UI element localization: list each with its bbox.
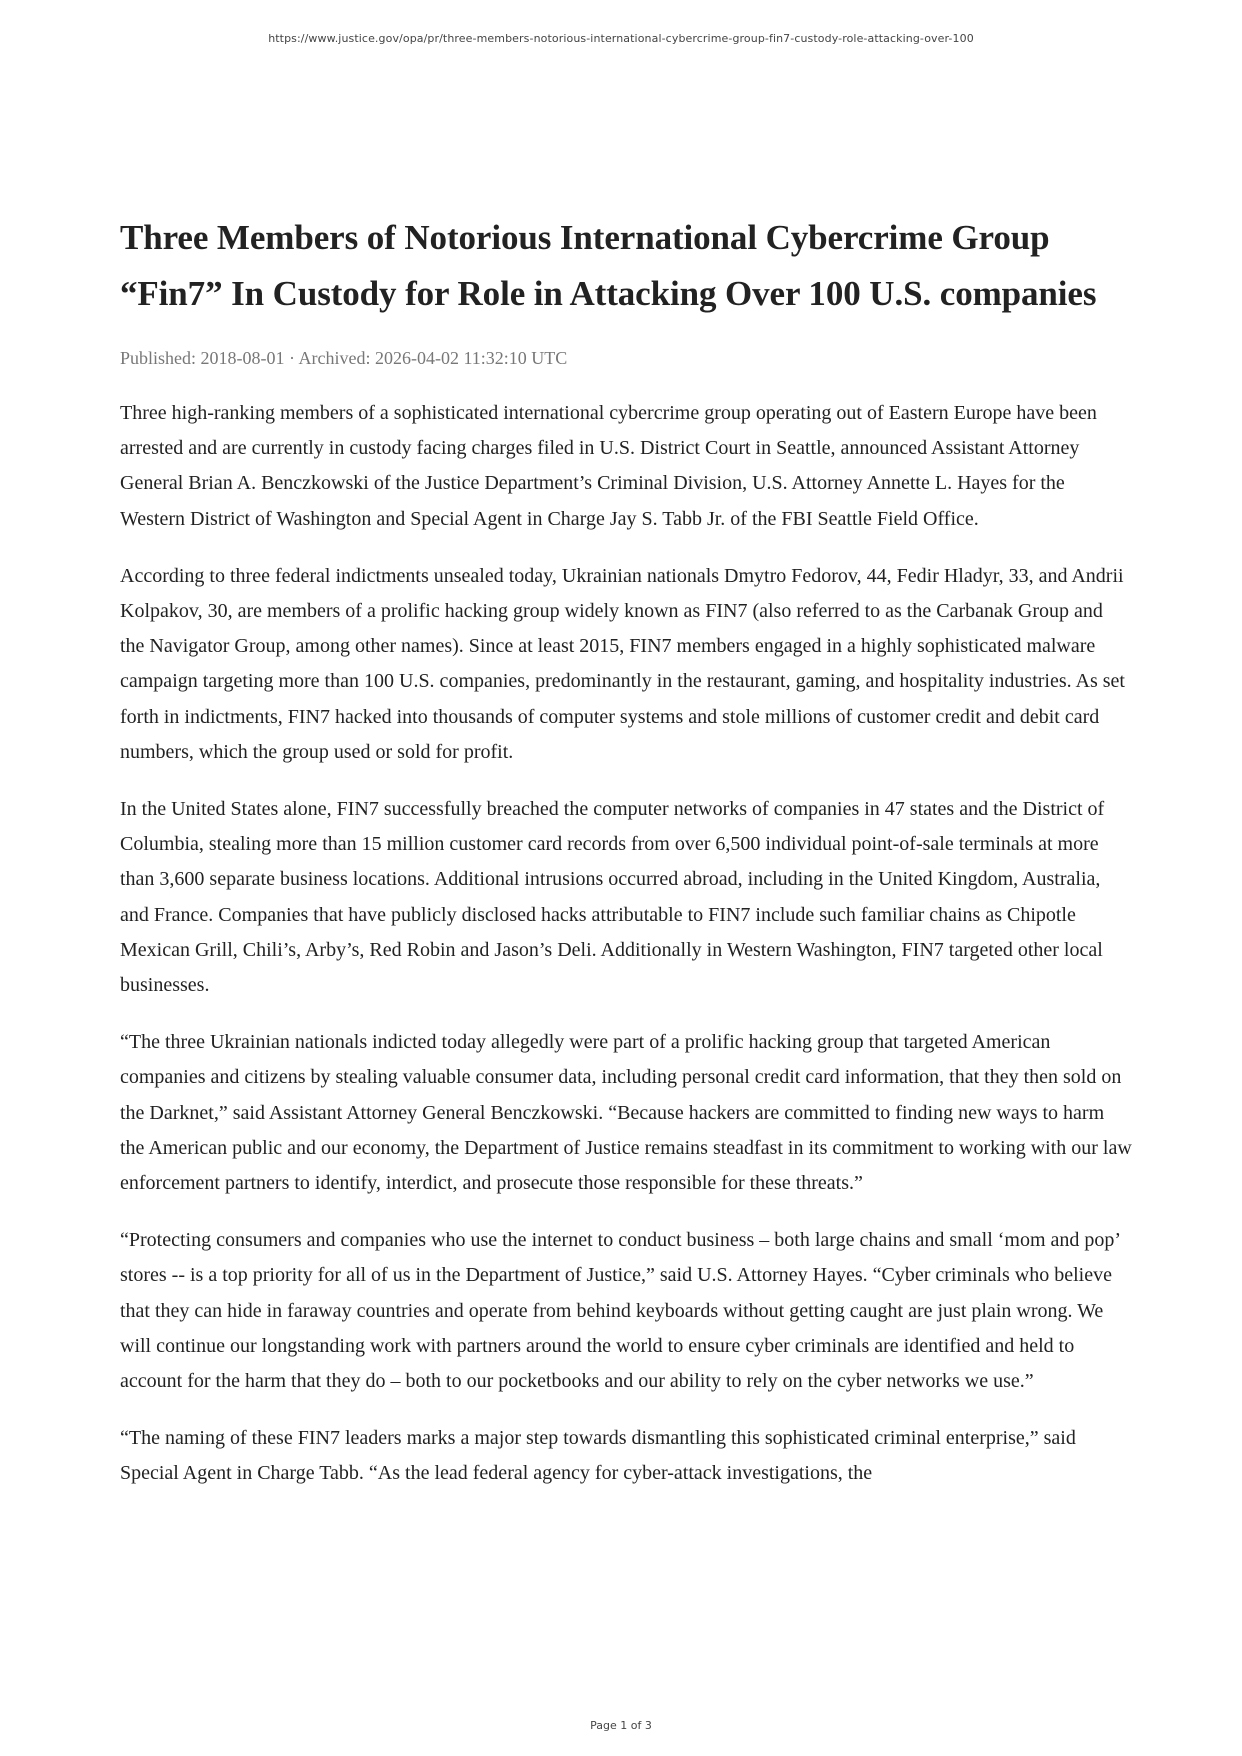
page-number: Page 1 of 3 [590,1719,652,1732]
article-title: Three Members of Notorious International Cybercrime Group “Fin7” In Custody for Role in Attacking Over 100 U.S. companies [120,218,1097,313]
article-paragraph-1: Three high-ranking members of a sophisticated international cybercrime group operating out of Eastern Europe have been arrested and are currently in custody facing charges filed in U.S. District Court in Seattle, announced Assistant Attorney General Brian A. Benczkowski of the Justice Department’s Criminal Division, U.S. Attorney Annette L. Hayes for the Western District of Washington and Special Agent in Charge Jay S. Tabb Jr. of the FBI Seattle Field Office. [120,402,1097,530]
article [120,210,1132,1514]
page-url-header: https://www.justice.gov/opa/pr/three-members-notorious-international-cybercrime-group-fin7-custody-role-attacking-over-100 [268,32,974,45]
article-paragraph-2: According to three federal indictments unsealed today, Ukrainian nationals Dmytro Fedorov, 44, Fedir Hladyr, 33, and Andrii Kolpakov, 30, are members of a prolific hacking group widely known as FIN7 (also referred to as the Carbanak Group and the Navigator Group, among other names). Since at least 2015, FIN7 members engaged in a highly sophisticated malware campaign targeting more than 100 U.S. companies, predominantly in the restaurant, gaming, and hospitality industries. As set forth in indictments, FIN7 hacked into thousands of computer systems and stole millions of customer credit and debit card numbers, which the group used or sold for profit. [120,564,1125,763]
article-paragraph-4: “The three Ukrainian nationals indicted today allegedly were part of a prolific hacking group that targeted American companies and citizens by stealing valuable consumer data, including personal credit card information, that they then sold on the Darknet,” said Assistant Attorney General Benczkowski. “Because hackers are committed to finding new ways to harm the American public and our economy, the Department of Justice remains steadfast in its commitment to working with our law enforcement partners to identify, interdict, and prosecute those responsible for these threats.” [120,1031,1132,1195]
article-paragraph-3: In the United States alone, FIN7 successfully breached the computer networks of companies in 47 states and the District of Columbia, stealing more than 15 million customer card records from over 6,500 individual point-of-sale terminals at more than 3,600 separate business locations. Additional intrusions occurred abroad, including in the United Kingdom, Australia, and France. Companies that have publicly disclosed hacks attributable to FIN7 include such familiar chains as Chipotle Mexican Grill, Chili’s, Arby’s, Red Robin and Jason’s Deli. Additionally in Western Washington, FIN7 targeted other local businesses. [120,798,1105,997]
article-paragraph-5: “Protecting consumers and companies who use the internet to conduct business – both large chains and small ‘mom and pop’ stores -- is a top priority for all of us in the Department of Justice,” said U.S. Attorney Hayes. “Cyber criminals who believe that they can hide in faraway countries and operate from behind keyboards without getting caught are just plain wrong. We will continue our longstanding work with partners around the world to ensure cyber criminals are identified and held to account for the harm that they do – both to our pocketbooks and our ability to rely on the cyber networks we use.” [120,1229,1120,1393]
article-meta: Published: 2018-08-01 · Archived: 2026-04-02 11:32:10 UTC [120,348,568,368]
article-paragraph-6: “The naming of these FIN7 leaders marks a major step towards dismantling this sophisticated criminal enterprise,” said Special Agent in Charge Tabb. “As the lead federal agency for cyber-attack investigations, the [120,1427,1076,1485]
